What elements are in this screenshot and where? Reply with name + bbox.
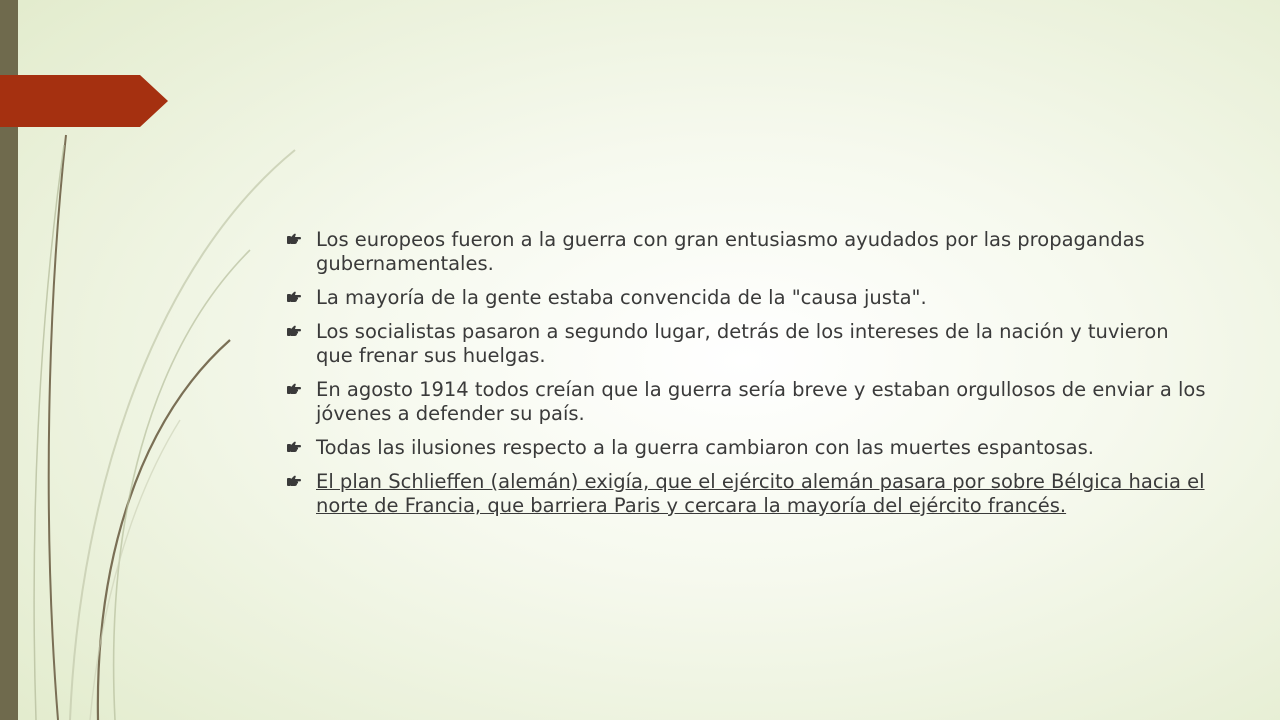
bullet-item: [287, 470, 1207, 518]
accent-arrow-shape: [0, 75, 168, 127]
hand-pointing-right-icon: [287, 325, 301, 337]
bullet-item: [287, 320, 1207, 368]
hand-pointing-right-icon: [287, 291, 301, 303]
bullet-text: En agosto 1914 todos creían que la guerra sería breve y estaban orgullosos de enviar a los jóvenes a defender su país.: [316, 378, 1206, 425]
hand-pointing-right-icon: [287, 383, 301, 395]
bullet-text: Los europeos fueron a la guerra con gran entusiasmo ayudados por las propagandas gubernamentales.: [316, 228, 1145, 275]
bullet-text: La mayoría de la gente estaba convencida de la "causa justa".: [316, 286, 927, 309]
bullet-text: Los socialistas pasaron a segundo lugar, detrás de los intereses de la nación y tuvieron que frenar sus huelgas.: [316, 320, 1169, 367]
hand-pointing-right-icon: [287, 441, 301, 453]
hand-pointing-right-icon: [287, 475, 301, 487]
bullet-text: Todas las ilusiones respecto a la guerra cambiaron con las muertes espantosas.: [316, 436, 1094, 459]
bullet-item: [287, 436, 1207, 460]
slide-content: [287, 228, 1207, 528]
bullet-list: [287, 228, 1207, 518]
schlieffen-plan-link[interactable]: El plan Schlieffen (alemán) exigía, que el ejército alemán pasara por sobre Bélgica hacia el norte de Francia, que barriera Paris y cercara la mayoría del ejército francés.: [316, 470, 1205, 517]
bullet-item: [287, 286, 1207, 310]
bullet-item: [287, 378, 1207, 426]
hand-pointing-right-icon: [287, 233, 301, 245]
bullet-item: [287, 228, 1207, 276]
